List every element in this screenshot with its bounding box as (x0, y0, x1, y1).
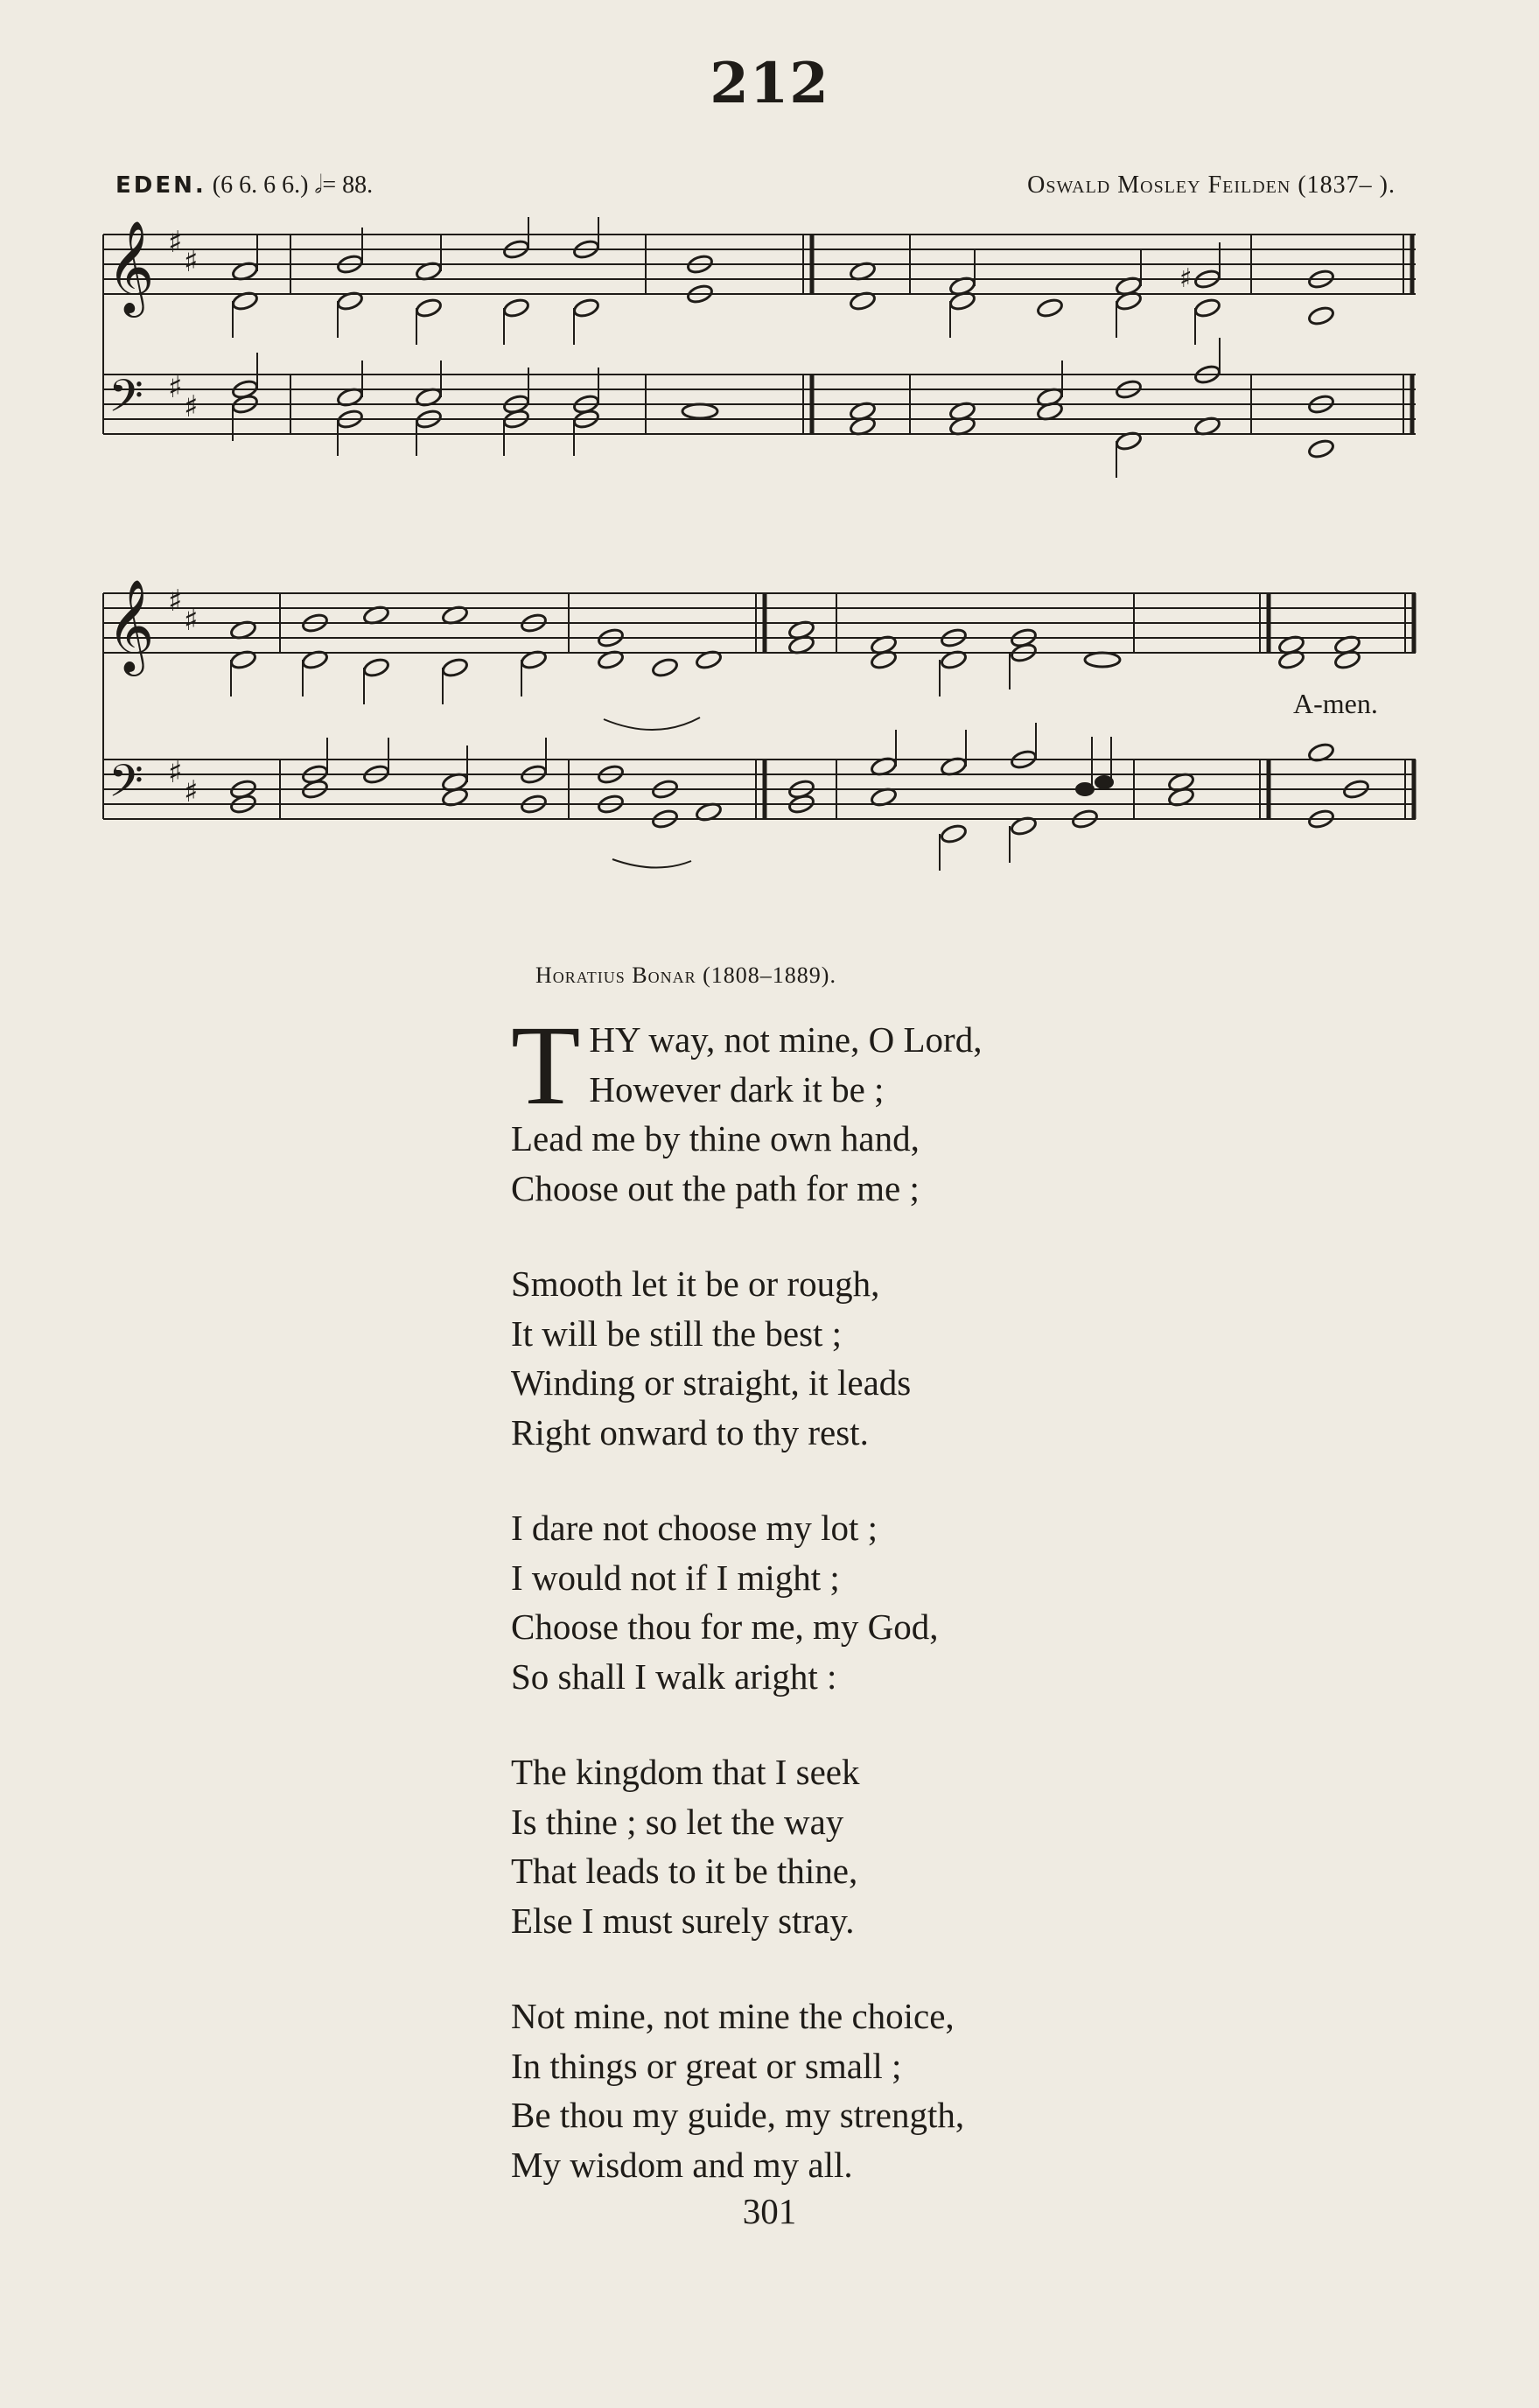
verse-line: However dark it be ; (589, 1068, 885, 1110)
verse-line: Is thine ; so let the way (511, 1801, 844, 1842)
svg-text:♯: ♯ (184, 389, 199, 424)
verse-line: Be thou my guide, my strength, (511, 2095, 965, 2135)
verse-line: So shall I walk aright : (511, 1656, 837, 1697)
verse-line: I dare not choose my lot ; (511, 1508, 878, 1548)
bass-clef-icon-2: 𝄢 (108, 754, 143, 818)
hymn-number: 212 (710, 51, 829, 116)
svg-text:♯: ♯ (184, 774, 199, 809)
svg-text:♯: ♯ (184, 603, 199, 638)
music-notation-system-2 (96, 562, 1426, 877)
verse-line: Not mine, not mine the choice, (511, 1996, 955, 2036)
tempo-note-icon: 𝅗𝅥 (314, 172, 323, 199)
music-notation-system-1 (96, 217, 1426, 497)
hymn-author: Horatius Bonar (1808–1889). (535, 962, 836, 988)
verse-line: It will be still the best ; (511, 1312, 843, 1354)
verse-line: Choose thou for me, my God, (511, 1606, 939, 1647)
verse-line: Smooth let it be or rough, (511, 1264, 880, 1304)
svg-text:♯: ♯ (168, 370, 183, 405)
treble-clef-icon-2: 𝄞 (107, 578, 155, 672)
music-system-2 (96, 562, 1426, 877)
svg-text:♯: ♯ (168, 225, 183, 260)
meter: (6 6. 6 6.) (212, 172, 309, 199)
stanza-4 (511, 1747, 1263, 1945)
tune-heading (115, 172, 373, 200)
verse-line: My wisdom and my all. (511, 2144, 853, 2185)
treble-clef-icon: 𝄞 (107, 220, 155, 313)
svg-text:♯: ♯ (168, 755, 183, 790)
verse-line: Winding or straight, it leads (511, 1362, 912, 1403)
verse-line: I would not if I might ; (511, 1557, 840, 1598)
stanza-1 (511, 1003, 1263, 1213)
stanza-2 (511, 1259, 1263, 1457)
drop-cap: T (511, 1003, 581, 1129)
verse-line: Lead me by thine own hand, (511, 1118, 920, 1158)
svg-text:♯: ♯ (168, 584, 183, 619)
verse-line: HY way, not mine, O Lord, (589, 1019, 983, 1060)
verse-line: Choose out the path for me ; (511, 1167, 920, 1208)
stanza-3 (511, 1503, 1263, 1701)
verse-line: Right onward to thy rest. (511, 1411, 869, 1452)
svg-text:♯: ♯ (1179, 263, 1193, 294)
verse-line: The kingdom that I seek (511, 1752, 860, 1792)
stanza-5 (511, 1992, 1263, 2189)
hymn-text (511, 1003, 1263, 2189)
music-system-1 (96, 217, 1426, 497)
verse-line: That leads to it be thine, (511, 1851, 858, 1891)
tempo-value: = 88. (322, 172, 374, 199)
composer-credit: Oswald Mosley Feilden (1837– ). (1027, 172, 1396, 199)
bass-clef-icon: 𝄢 (108, 369, 143, 433)
svg-text:♯: ♯ (184, 244, 199, 279)
tune-name: EDEN. (115, 172, 206, 199)
amen-label: A-men. (1293, 688, 1378, 719)
verse-line: Else I must surely stray. (511, 1900, 855, 1941)
verse-line: In things or great or small ; (511, 2045, 902, 2086)
page-number: 301 (742, 2191, 797, 2231)
